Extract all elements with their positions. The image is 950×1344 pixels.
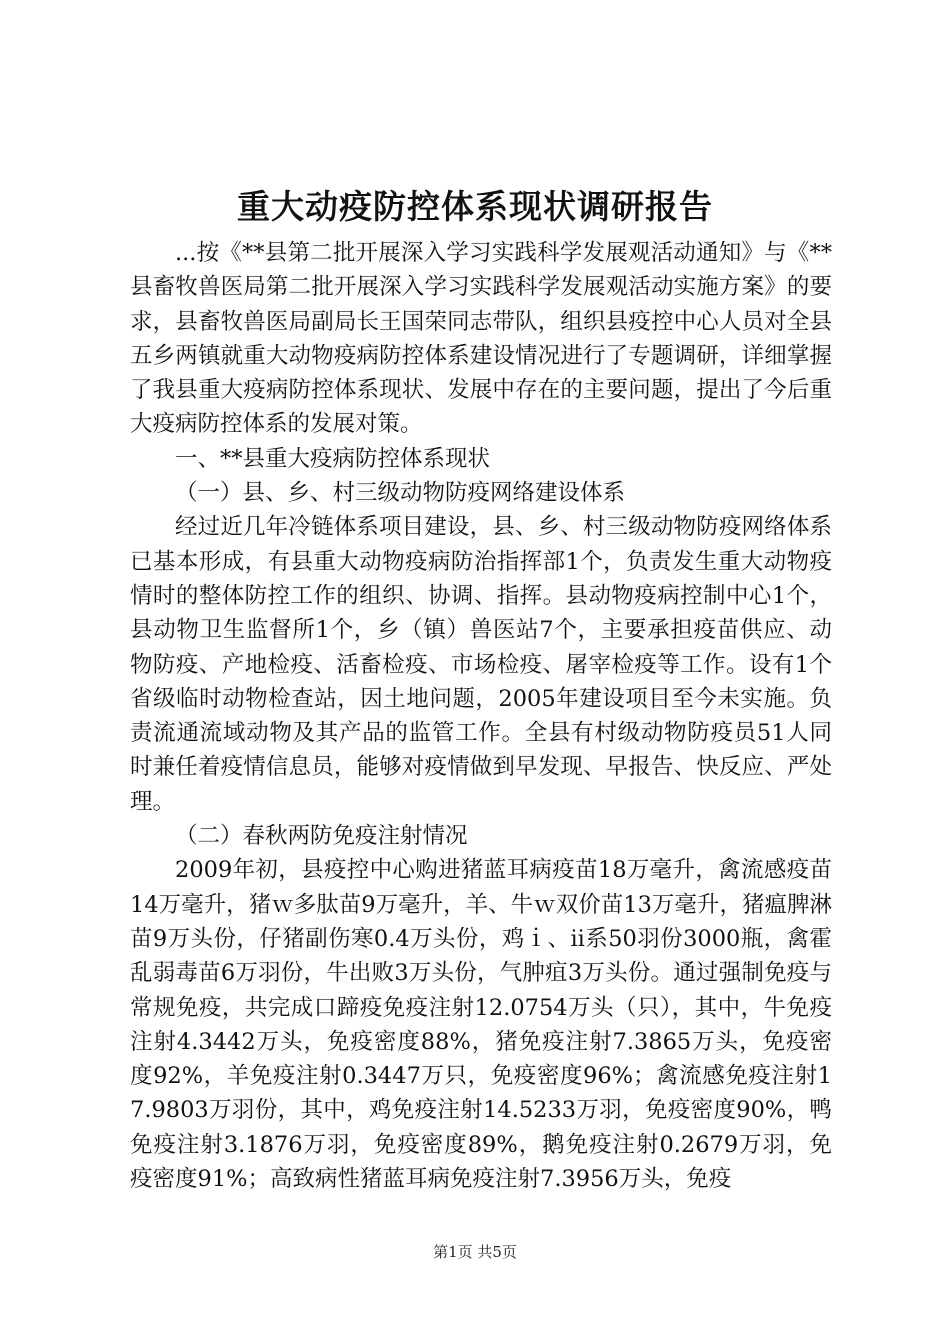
section-heading: 一、**县重大疫病防控体系现状 [175, 445, 491, 472]
paragraph-intro: ...按《**县第二批开展深入学习实践科学发展观活动通知》与《**县畜牧兽医局第二批开展深入学习实践科学发展观活动实施方案》的要求，县畜牧兽医局副局长王国荣同志带队，组织县疫控中心人员对全县五乡两镇就重大动物疫病防控体系建设情况进行了专题调研，详细掌握了我县重大疫病防控体系现状、发展中存在的主要问题，提出了今后重大疫病防控体系的发展对策。 [130, 240, 832, 438]
document-body [130, 236, 832, 1196]
subsection-heading: （一）县、乡、村三级动物防疫网络建设体系 [175, 480, 626, 507]
paragraph-network: 经过近几年冷链体系项目建设，县、乡、村三级动物防疫网络体系已基本形成，有县重大动物疫病防治指挥部1个，负责发生重大动物疫情时的整体防控工作的组织、协调、指挥。县动物疫病控制中心1个，县动物卫生监督所1个，乡（镇）兽医站7个，主要承担疫苗供应、动物防疫、产地检疫、活畜检疫、市场检疫、屠宰检疫等工作。设有1个省级临时动物检查站，因土地问题，2005年建设项目至今未实施。负责流通流域动物及其产品的监管工作。全县有村级动物防疫员51人同时兼任着疫情信息员，能够对疫情做到早发现、早报告、快反应、严处理。 [130, 514, 832, 815]
paragraph-immunization: 2009年初，县疫控中心购进猪蓝耳病疫苗18万毫升，禽流感疫苗14万毫升，猪ｗ多肽苗9万毫升，羊、牛ｗ双价苗13万毫升，猪瘟脾淋苗9万头份，仔猪副伤寒0.4万头份，鸡ｉ、ii系50羽份3000瓶，禽霍乱弱毒苗6万羽份，牛出败3万头份，气肿疽3万头份。通过强制免疫与常规免疫，共完成口蹄疫免疫注射12.0754万头（只），其中，牛免疫注射4.3442万头，免疫密度88%，猪免疫注射7.3865万头，免疫密度92%，羊免疫注射0.3447万只，免疫密度96%；禽流感免疫注射17.9803万羽份，其中，鸡免疫注射14.5233万羽，免疫密度90%，鸭免疫注射3.1876万羽，免疫密度89%，鹅免疫注射0.2679万羽，免疫密度91%；高致病性猪蓝耳病免疫注射7.3956万头，免疫 [130, 857, 832, 1193]
subsection-heading: （二）春秋两防免疫注射情况 [175, 823, 468, 850]
page-number-footer: 第1页 共5页 [433, 1243, 517, 1261]
document-title: 重大动疫防控体系现状调研报告 [237, 187, 713, 226]
